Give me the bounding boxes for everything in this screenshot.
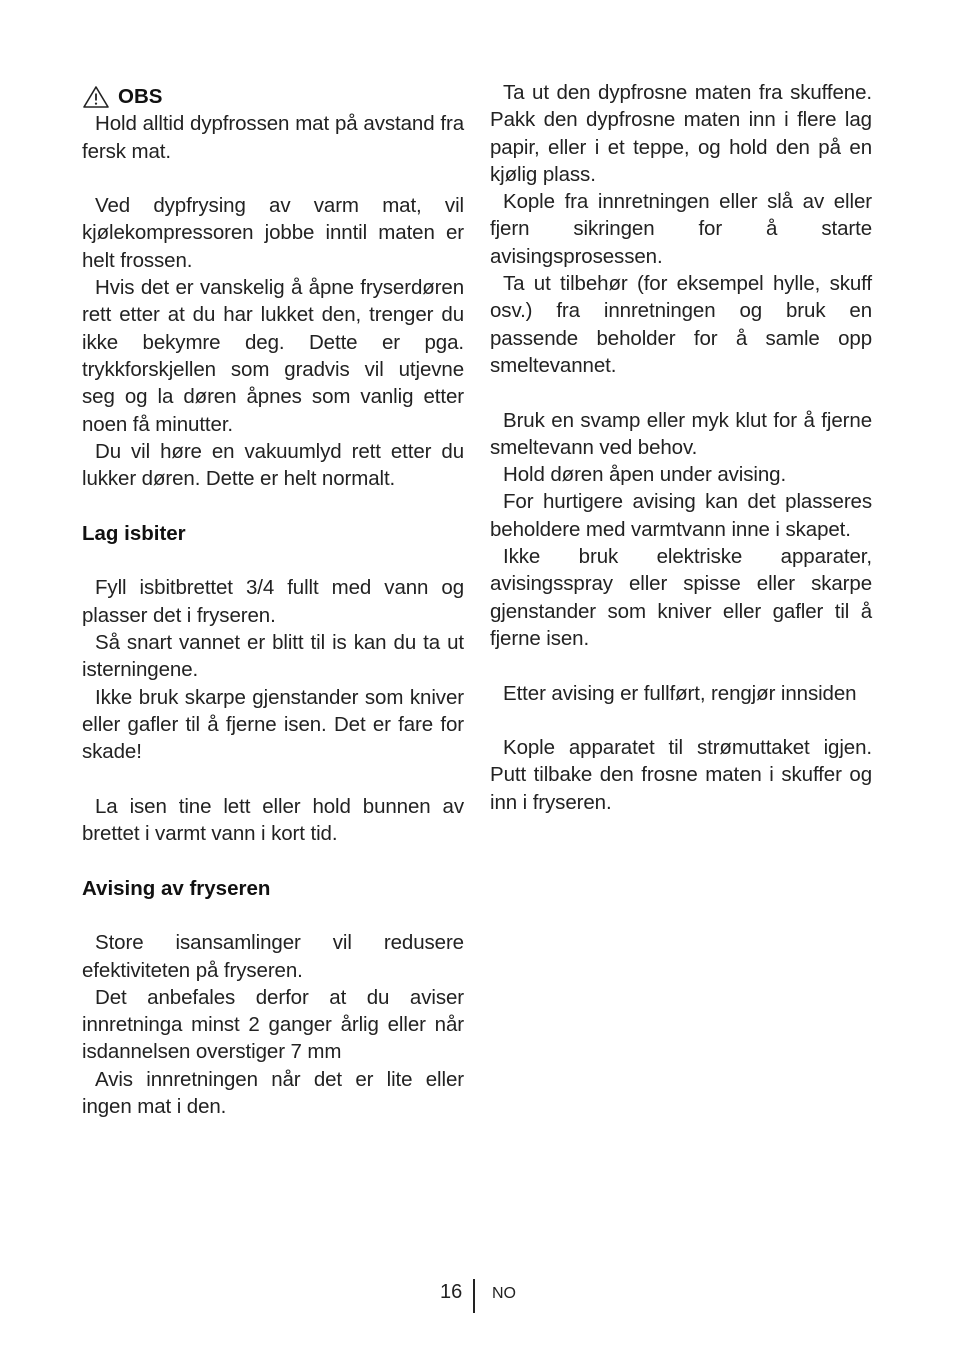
paragraph-keep-frozen-apart: Hold alltid dypfrossen mat på avstand fra fersk mat. [82, 112, 464, 163]
paragraph-hot-water-containers: For hurtigere avising kan det plasseres beholdere med varmtvann inne i skapet. [490, 490, 872, 541]
paragraph-warm-food: Ved dypfrysing av varm mat, vil kjølekompressoren jobbe inntil maten er helt frossen. [82, 194, 464, 272]
right-column [490, 79, 872, 816]
obs-label: OBS [118, 85, 163, 108]
paragraph-thaw-tray: La isen tine lett eller hold bunnen av brettet i varmt vann i kort tid. [82, 794, 464, 846]
paragraph-defrost-twice-yearly: Det anbefales derfor at du aviser innretninga minst 2 ganger årlig eller når isdannelsen overstiger 7 mm [82, 985, 464, 1064]
heading-defrosting-freezer: Avising av fryseren [82, 876, 271, 900]
paragraph-vacuum-sound: Du vil høre en vakuumlyd rett etter du lukker døren. Dette er helt normalt. [82, 439, 464, 491]
paragraph-no-electric-devices: Ikke bruk elektriske apparater, avisingsspray eller spisse eller skarpe gjenstander som kniver eller gafler til å fjerne isen. [490, 545, 872, 650]
paragraph-defrost-when-empty: Avis innretningen når det er lite eller ingen mat i den. [82, 1067, 464, 1118]
page-number: 16 [440, 1281, 463, 1303]
paragraph-use-sponge: Bruk en svamp eller myk klut for å fjerne smeltevann ved behov. [490, 408, 872, 459]
paragraph-remove-accessories: Ta ut tilbehør (for eksempel hylle, skuff osv.) fra innretningen og bruk en passende beholder for å samle opp smeltevannet. [490, 272, 872, 377]
left-column [82, 79, 464, 1120]
paragraph-clean-inside: Etter avising er fullført, rengjør innsiden [503, 681, 857, 705]
paragraph-remove-cubes: Så snart vannet er blitt til is kan du ta ut isterningene. [82, 630, 464, 682]
paragraph-reconnect: Kople apparatet til strømuttaket igjen. Putt tilbake den frosne maten i skuffer og inn i fryseren. [490, 736, 872, 814]
language-code: NO [492, 1285, 516, 1302]
paragraph-door-hard-to-open: Hvis det er vanskelig å åpne fryserdøren rett etter at du har lukket den, trenger du ikke bekymre deg. Dette er pga. trykkforskjellen som gradvis vil utjevne seg og la døren åpnes som vanlig etter noen få minutter. [82, 276, 464, 436]
footer-divider [473, 1279, 475, 1313]
paragraph-no-sharp-objects: Ikke bruk skarpe gjenstander som kniver eller gafler til å fjerne isen. Det er fare for skade! [82, 685, 464, 764]
paragraph-fill-tray: Fyll isbitbrettet 3/4 fullt med vann og plasser det i fryseren. [82, 576, 464, 627]
paragraph-keep-door-open: Hold døren åpen under avising. [503, 463, 787, 487]
page-footer [0, 1279, 954, 1313]
obs-warning-heading [82, 83, 464, 110]
paragraph-remove-frozen-food: Ta ut den dypfrosne maten fra skuffene. Pakk den dypfrosne maten inn i flere lag papir, eller i et teppe, og hold den på en kjølig plass. [490, 81, 872, 186]
paragraph-disconnect-power: Kople fra innretningen eller slå av eller fjern sikringen for å starte avisingsprosessen. [490, 190, 872, 268]
heading-make-ice-cubes: Lag isbiter [82, 521, 186, 545]
warning-triangle-icon [82, 85, 110, 109]
paragraph-ice-build-up: Store isansamlinger vil redusere efektiviteten på fryseren. [82, 931, 464, 982]
